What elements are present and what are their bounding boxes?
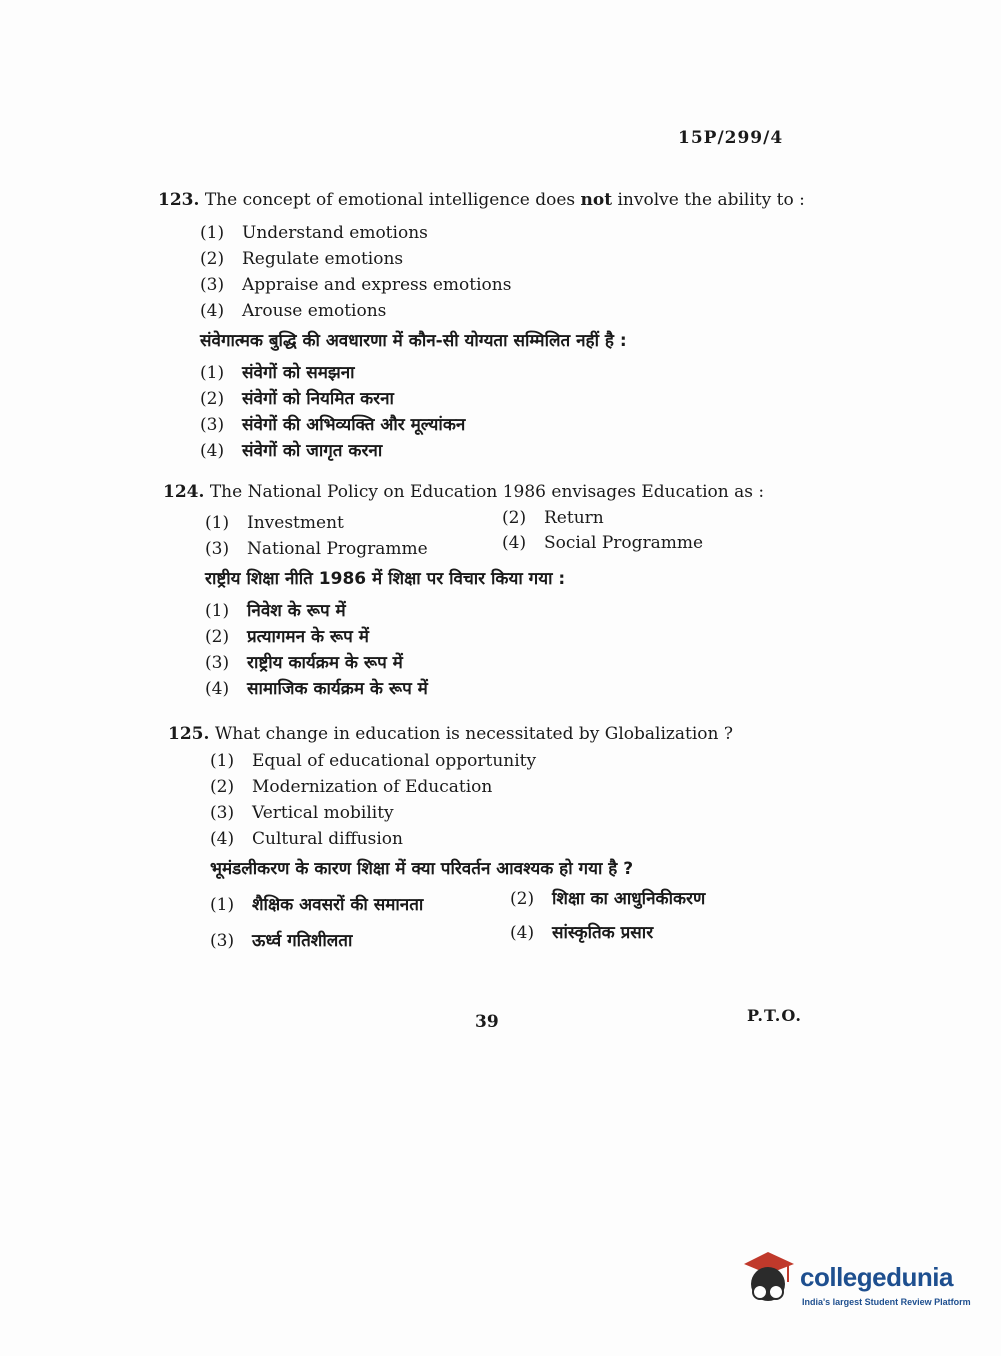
- option-en: (1) Understand emotions: [200, 223, 428, 243]
- option-hi: (2) संवेगों को नियमित करना: [200, 389, 394, 409]
- option-hi: (3) ऊर्ध्व गतिशीलता: [210, 931, 353, 951]
- option-en: (1) Investment: [205, 513, 344, 533]
- option-en: (3) Vertical mobility: [210, 803, 394, 823]
- question-text-hindi: भूमंडलीकरण के कारण शिक्षा में क्या परिवर्तन आवश्यक हो गया है ?: [210, 859, 634, 879]
- page-number: 39: [475, 1012, 499, 1032]
- question-text: The National Policy on Education 1986 envisages Education as :: [209, 482, 765, 502]
- option-hi: (4) सांस्कृतिक प्रसार: [510, 923, 654, 943]
- option-en: (4) Arouse emotions: [200, 301, 387, 321]
- option-hi: (4) संवेगों को जागृत करना: [200, 441, 383, 461]
- option-hi: (2) प्रत्यागमन के रूप में: [205, 627, 369, 647]
- option-en: (4) Cultural diffusion: [210, 829, 403, 849]
- option-en: (2) Modernization of Education: [210, 777, 493, 797]
- question-text-hindi: राष्ट्रीय शिक्षा नीति 1986 में शिक्षा पर विचार किया गया :: [205, 569, 566, 589]
- question-text-hindi: संवेगात्मक बुद्धि की अवधारणा में कौन-सी योग्यता सम्मिलित नहीं है :: [200, 331, 627, 351]
- option-hi: (1) शैक्षिक अवसरों की समानता: [210, 895, 424, 915]
- option-en: (4) Social Programme: [502, 533, 704, 553]
- question-125: [168, 722, 733, 746]
- question-124: [163, 480, 764, 504]
- option-hi: (2) शिक्षा का आधुनिकीकरण: [510, 889, 706, 909]
- brand-tagline: India's largest Student Review Platform: [802, 1297, 971, 1307]
- question-number: 125.: [168, 724, 210, 744]
- question-text: The concept of emotional intelligence does: [204, 190, 581, 210]
- question-number: 124.: [163, 482, 205, 502]
- question-text: involve the ability to :: [612, 190, 805, 210]
- option-hi: (1) संवेगों को समझना: [200, 363, 355, 383]
- pto-label: P.T.O.: [747, 1006, 802, 1025]
- option-en: (3) National Programme: [205, 539, 428, 559]
- option-en: (2) Return: [502, 508, 604, 528]
- option-en: (1) Equal of educational opportunity: [210, 751, 537, 771]
- option-hi: (3) संवेगों की अभिव्यक्ति और मूल्यांकन: [200, 415, 466, 435]
- option-hi: (1) निवेश के रूप में: [205, 601, 346, 621]
- question-text-emphasis: not: [580, 190, 613, 210]
- question-123: [158, 188, 805, 212]
- option-hi: (3) राष्ट्रीय कार्यक्रम के रूप में: [205, 653, 403, 673]
- paper-code: 15P/299/4: [678, 128, 784, 148]
- option-en: (2) Regulate emotions: [200, 249, 404, 269]
- question-text: What change in education is necessitated by Globalization ?: [214, 724, 733, 744]
- option-en: (3) Appraise and express emotions: [200, 275, 512, 295]
- brand-name: collegedunia: [800, 1262, 953, 1292]
- option-hi: (4) सामाजिक कार्यक्रम के रूप में: [205, 679, 428, 699]
- question-number: 123.: [158, 190, 200, 210]
